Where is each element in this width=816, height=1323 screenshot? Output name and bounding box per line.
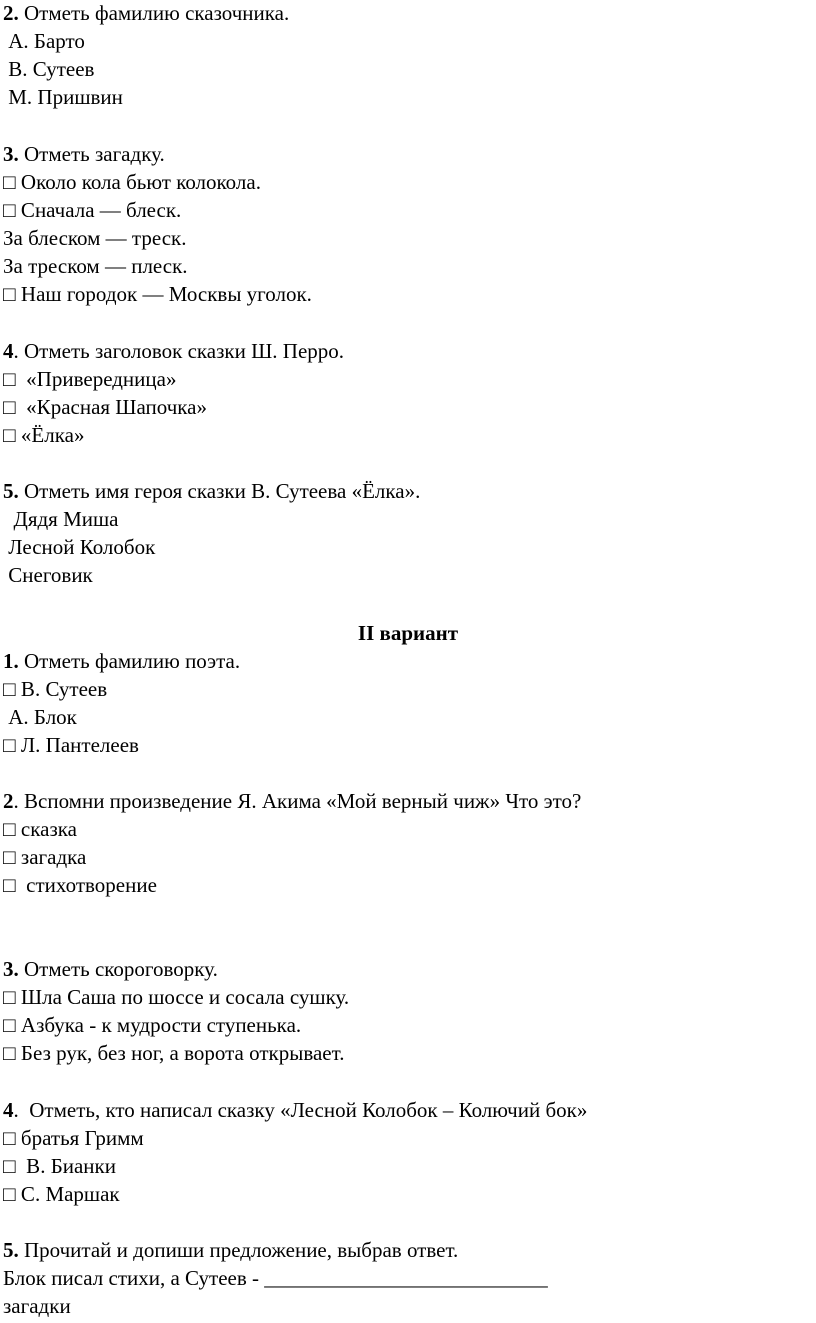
option-stikhotvorenie[interactable]: □ стихотворение — [3, 873, 157, 897]
question-number: 2 — [3, 789, 14, 813]
option-marshak[interactable]: □ С. Маршак — [3, 1182, 120, 1206]
question-2-v2 — [3, 788, 581, 814]
option-riddle-2-line-2: За блеском — треск. — [3, 226, 187, 250]
option-azbuka[interactable]: □ Азбука - к мудрости ступенька. — [3, 1013, 302, 1037]
option-sasha[interactable]: □ Шла Саша по шоссе и сосала сушку. — [3, 985, 350, 1009]
option-grimm[interactable]: □ братья Гримм — [3, 1126, 144, 1150]
option-bianki[interactable]: □ В. Бианки — [3, 1154, 116, 1178]
question-text: . Вспомни произведение Я. Акима «Мой верный чиж» Что это? — [13, 789, 582, 813]
question-4-v2 — [3, 1097, 587, 1123]
question-text: Отметь скороговорку. — [18, 957, 218, 981]
question-number: 4 — [3, 1098, 14, 1122]
option-suteev[interactable] — [3, 56, 94, 82]
option-riddle-3[interactable]: □ Наш городок — Москвы уголок. — [3, 282, 312, 306]
answer-option-zagadki: загадки — [3, 1294, 71, 1318]
option-label: А. Барто — [3, 29, 85, 53]
question-number: 2. — [3, 1, 19, 25]
question-text: . Отметь, кто написал сказку «Лесной Колобок – Колючий бок» — [13, 1098, 588, 1122]
option-lesnoy-kolobok[interactable]: Лесной Колобок — [3, 535, 156, 559]
option-panteleev[interactable]: □ Л. Пантелеев — [3, 733, 139, 757]
question-text: Отметь фамилию поэта. — [18, 649, 241, 673]
fill-in-sentence[interactable]: Блок писал стихи, а Сутеев - ___________________________ — [3, 1266, 548, 1290]
option-zagadka[interactable]: □ загадка — [3, 845, 87, 869]
option-dyadya-misha[interactable]: Дядя Миша — [3, 507, 119, 531]
option-label: М. Пришвин — [3, 85, 123, 109]
question-2-v1 — [3, 0, 289, 26]
question-number: 1. — [3, 649, 19, 673]
option-riddle-2[interactable]: □ Сначала — блеск. — [3, 198, 182, 222]
question-number: 5. — [3, 479, 19, 503]
option-krasnaya-shapochka[interactable]: □ «Красная Шапочка» — [3, 395, 207, 419]
question-number: 3. — [3, 957, 19, 981]
option-blok[interactable]: А. Блок — [3, 705, 77, 729]
option-riddle-1[interactable]: □ Около кола бьют колокола. — [3, 170, 261, 194]
question-4-v1 — [3, 338, 344, 364]
question-3-v1 — [3, 141, 165, 167]
question-1-v2 — [3, 648, 240, 674]
question-number: 4 — [3, 339, 14, 363]
option-prishvin[interactable] — [3, 84, 123, 110]
question-text: Отметь фамилию сказочника. — [18, 1, 290, 25]
question-number: 5. — [3, 1238, 19, 1262]
option-snegovik[interactable]: Снеговик — [3, 563, 93, 587]
option-skazka[interactable]: □ сказка — [3, 817, 77, 841]
question-5-v1 — [3, 478, 420, 504]
option-label: В. Сутеев — [3, 57, 95, 81]
option-privered[interactable]: □ «Привередница» — [3, 367, 177, 391]
option-riddle-2-line-3: За треском — плеск. — [3, 254, 188, 278]
option-barto[interactable] — [3, 28, 85, 54]
question-number: 3. — [3, 142, 19, 166]
variant-2-heading: II вариант — [357, 621, 459, 645]
question-text: . Отметь заголовок сказки Ш. Перро. — [13, 339, 345, 363]
question-text: Отметь имя героя сказки В. Сутеева «Ёлка». — [18, 479, 421, 503]
option-elka[interactable]: □ «Ёлка» — [3, 423, 85, 447]
question-5-v2 — [3, 1237, 458, 1263]
option-bez-ruk[interactable]: □ Без рук, без ног, а ворота открывает. — [3, 1041, 345, 1065]
option-suteev-v2[interactable]: □ В. Сутеев — [3, 677, 108, 701]
question-text: Отметь загадку. — [18, 142, 165, 166]
question-text: Прочитай и допиши предложение, выбрав ответ. — [18, 1238, 459, 1262]
question-3-v2 — [3, 956, 218, 982]
